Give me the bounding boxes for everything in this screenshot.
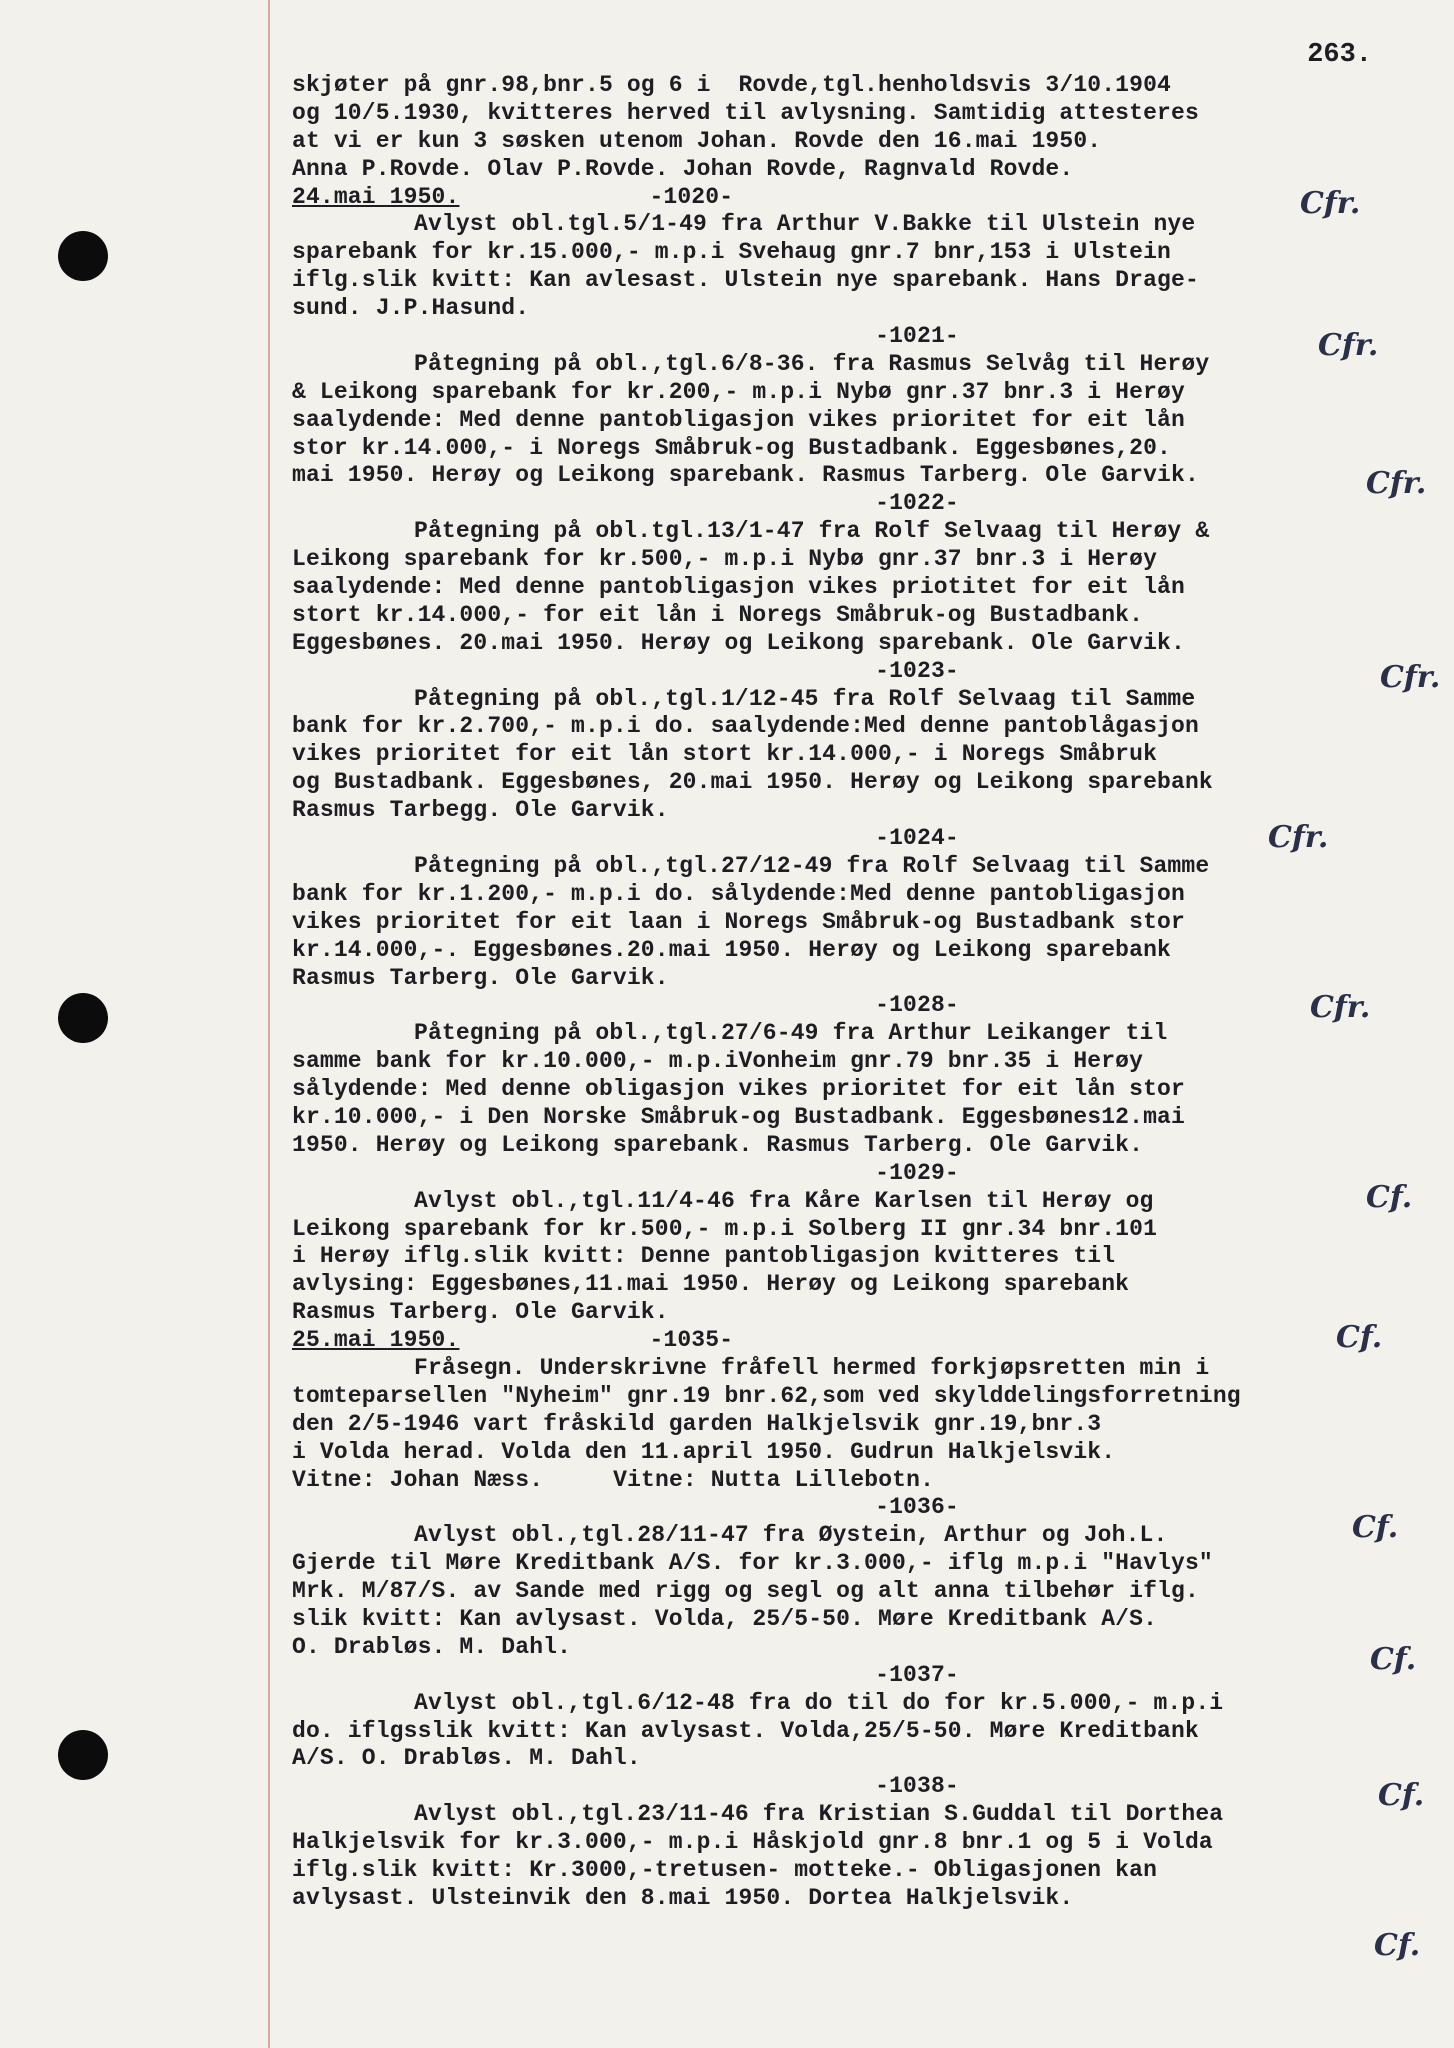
initials-mark: Cfr.	[1268, 820, 1329, 855]
witness-2: Vitne: Nutta Lillebotn.	[613, 1466, 935, 1493]
text-line: do. iflgsslik kvitt: Kan avlysast. Volda,25/5-50. Møre Kreditbank	[292, 1717, 1199, 1744]
text-line: Leikong sparebank for kr.500,- m.p.i Nybø gnr.37 bnr.3 i Herøy	[292, 546, 1158, 573]
entry-number: -1037-	[875, 1661, 959, 1688]
text-line: Påtegning på obl.tgl.13/1-47 fra Rolf Selvaag til Herøy &	[414, 518, 1210, 545]
text-line: stor kr.14.000,- i Noregs Småbruk-og Bustadbank. Eggesbønes,20.	[292, 434, 1171, 461]
page-number: 263.	[1307, 40, 1372, 70]
text-line: Anna P.Rovde. Olav P.Rovde. Johan Rovde, Ragnvald Rovde.	[292, 155, 1074, 182]
entry-number: -1028-	[875, 992, 959, 1019]
witness-1: Vitne: Johan Næss.	[292, 1466, 544, 1493]
text-line: Rasmus Tarberg. Ole Garvik.	[292, 1299, 669, 1326]
initials-mark: Cfr.	[1366, 466, 1427, 501]
text-line: Påtegning på obl.,tgl.27/6-49 fra Arthur Leikanger til	[414, 1020, 1168, 1047]
initials-mark: Cf.	[1366, 1180, 1413, 1215]
text-line: slik kvitt: Kan avlysast. Volda, 25/5-50. Møre Kreditbank A/S.	[292, 1605, 1158, 1632]
text-line: Påtegning på obl.,tgl.6/8-36. fra Rasmus Selvåg til Herøy	[414, 350, 1210, 377]
text-line: A/S. O. Drabløs. M. Dahl.	[292, 1745, 641, 1772]
text-line: sålydende: Med denne obligasjon vikes prioritet for eit lån stor	[292, 1076, 1185, 1103]
entry-number: -1035-	[649, 1327, 734, 1354]
text-line: vikes prioritet for eit laan i Noregs Småbruk-og Bustadbank stor	[292, 908, 1185, 935]
binder-hole-middle	[58, 993, 108, 1043]
initials-mark: Cf.	[1352, 1510, 1399, 1545]
date-line	[292, 184, 1422, 212]
text-line: sund. J.P.Hasund.	[292, 295, 530, 322]
text-line: kr.10.000,- i Den Norske Småbruk-og Bustadbank. Eggesbønes12.mai	[292, 1103, 1185, 1130]
text-line: Avlyst obl.,tgl.6/12-48 fra do til do for kr.5.000,- m.p.i	[414, 1689, 1224, 1716]
text-line: og 10/5.1930, kvitteres herved til avlysning. Samtidig attesteres	[292, 99, 1199, 126]
initials-mark: Cfr.	[1318, 328, 1379, 363]
initials-mark: Cfr.	[1380, 660, 1441, 695]
entry-date: 24.mai 1950.	[292, 183, 460, 210]
text-line: Rasmus Tarbegg. Ole Garvik.	[292, 797, 669, 824]
entry-number: -1024-	[875, 825, 959, 852]
text-line: saalydende: Med denne pantobligasjon vikes priotitet for eit lån	[292, 574, 1185, 601]
text-line: bank for kr.1.200,- m.p.i do. sålydende:Med denne pantobligasjon	[292, 880, 1185, 907]
text-line: 1950. Herøy og Leikong sparebank. Rasmus Tarberg. Ole Garvik.	[292, 1131, 1144, 1158]
text-line: Eggesbønes. 20.mai 1950. Herøy og Leikong sparebank. Ole Garvik.	[292, 629, 1185, 656]
text-line: Mrk. M/87/S. av Sande med rigg og segl og alt anna tilbehør iflg.	[292, 1578, 1199, 1605]
text-line: & Leikong sparebank for kr.200,- m.p.i Nybø gnr.37 bnr.3 i Herøy	[292, 378, 1185, 405]
witness-line	[292, 1467, 1422, 1495]
text-line: og Bustadbank. Eggesbønes, 20.mai 1950. Herøy og Leikong sparebank	[292, 769, 1213, 796]
text-line: den 2/5-1946 vart fråskild garden Halkjelsvik gnr.19,bnr.3	[292, 1410, 1102, 1437]
text-line: Halkjelsvik for kr.3.000,- m.p.i Håskjold gnr.8 bnr.1 og 5 i Volda	[292, 1829, 1213, 1856]
text-line: Avlyst obl.,tgl.23/11-46 fra Kristian S.Guddal til Dorthea	[414, 1801, 1224, 1828]
entry-number: -1023-	[875, 657, 959, 684]
text-line: Fråsegn. Underskrivne fråfell hermed forkjøpsretten min i	[414, 1354, 1210, 1381]
text-line: stort kr.14.000,- for eit lån i Noregs Småbruk-og Bustadbank.	[292, 601, 1144, 628]
binder-hole-bottom	[58, 1730, 108, 1780]
text-line: skjøter på gnr.98,bnr.5 og 6 i Rovde,tgl.henholdsvis 3/10.1904	[292, 72, 1171, 98]
text-line: iflg.slik kvitt: Kan avlesast. Ulstein nye sparebank. Hans Drage-	[292, 267, 1199, 294]
text-line: Påtegning på obl.,tgl.27/12-49 fra Rolf Selvaag til Samme	[414, 852, 1210, 879]
binder-hole-top	[58, 231, 108, 281]
initials-mark: Cf.	[1378, 1778, 1425, 1813]
text-line: Avlyst obl.,tgl.28/11-47 fra Øystein, Arthur og Joh.L.	[414, 1522, 1168, 1549]
text-line: i Volda herad. Volda den 11.april 1950. Gudrun Halkjelsvik.	[292, 1438, 1116, 1465]
text-line: Avlyst obl.,tgl.11/4-46 fra Kåre Karlsen til Herøy og	[414, 1187, 1154, 1214]
text-line: iflg.slik kvitt: Kr.3000,-tretusen- motteke.- Obligasjonen kan	[292, 1857, 1158, 1883]
entry-number: -1022-	[875, 490, 959, 517]
text-line: sparebank for kr.15.000,- m.p.i Svehaug gnr.7 bnr,153 i Ulstein	[292, 239, 1171, 266]
entry-number: -1020-	[649, 183, 734, 210]
text-line: Gjerde til Møre Kreditbank A/S. for kr.3.000,- iflg m.p.i "Havlys"	[292, 1550, 1213, 1577]
text-line: O. Drabløs. M. Dahl.	[292, 1633, 572, 1660]
text-line: samme bank for kr.10.000,- m.p.iVonheim gnr.79 bnr.35 i Herøy	[292, 1048, 1144, 1075]
text-line: saalydende: Med denne pantobligasjon vikes prioritet for eit lån	[292, 406, 1185, 433]
text-line: Påtegning på obl.,tgl.1/12-45 fra Rolf Selvaag til Samme	[414, 685, 1196, 712]
entry-number: -1021-	[875, 323, 959, 350]
ledger-text	[292, 72, 1425, 1913]
text-line: Leikong sparebank for kr.500,- m.p.i Solberg II gnr.34 bnr.101	[292, 1215, 1158, 1242]
text-line: Avlyst obl.tgl.5/1-49 fra Arthur V.Bakke til Ulstein nye	[414, 211, 1196, 238]
margin-rule	[268, 0, 270, 2048]
text-line: tomteparsellen "Nyheim" gnr.19 bnr.62,som ved skylddelingsforretning	[292, 1382, 1241, 1409]
entry-number: -1029-	[875, 1159, 959, 1186]
initials-mark: Cfr.	[1310, 990, 1371, 1025]
text-line: kr.14.000,-. Eggesbønes.20.mai 1950. Herøy og Leikong sparebank	[292, 936, 1171, 963]
text-line: at vi er kun 3 søsken utenom Johan. Rovde den 16.mai 1950.	[292, 127, 1102, 154]
text-line: bank for kr.2.700,- m.p.i do. saalydende:Med denne pantoblågasjon	[292, 713, 1199, 740]
text-line: Rasmus Tarberg. Ole Garvik.	[292, 964, 669, 991]
text-line: i Herøy iflg.slik kvitt: Denne pantobligasjon kvitteres til	[292, 1243, 1116, 1270]
text-line: mai 1950. Herøy og Leikong sparebank. Rasmus Tarberg. Ole Garvik.	[292, 462, 1199, 489]
initials-mark: Cfr.	[1300, 186, 1361, 221]
entry-date: 25.mai 1950.	[292, 1327, 460, 1354]
initials-mark: Cf.	[1336, 1320, 1383, 1355]
initials-mark: Cf.	[1370, 1642, 1417, 1677]
text-line: vikes prioritet for eit lån stort kr.14.000,- i Noregs Småbruk	[292, 741, 1158, 768]
initials-mark: Cf.	[1374, 1928, 1421, 1963]
entry-number: -1038-	[875, 1773, 959, 1800]
text-line: avlysing: Eggesbønes,11.mai 1950. Herøy og Leikong sparebank	[292, 1271, 1130, 1298]
text-line: avlysast. Ulsteinvik den 8.mai 1950. Dortea Halkjelsvik.	[292, 1884, 1074, 1911]
date-line	[292, 1327, 1422, 1355]
entry-number: -1036-	[875, 1494, 959, 1521]
